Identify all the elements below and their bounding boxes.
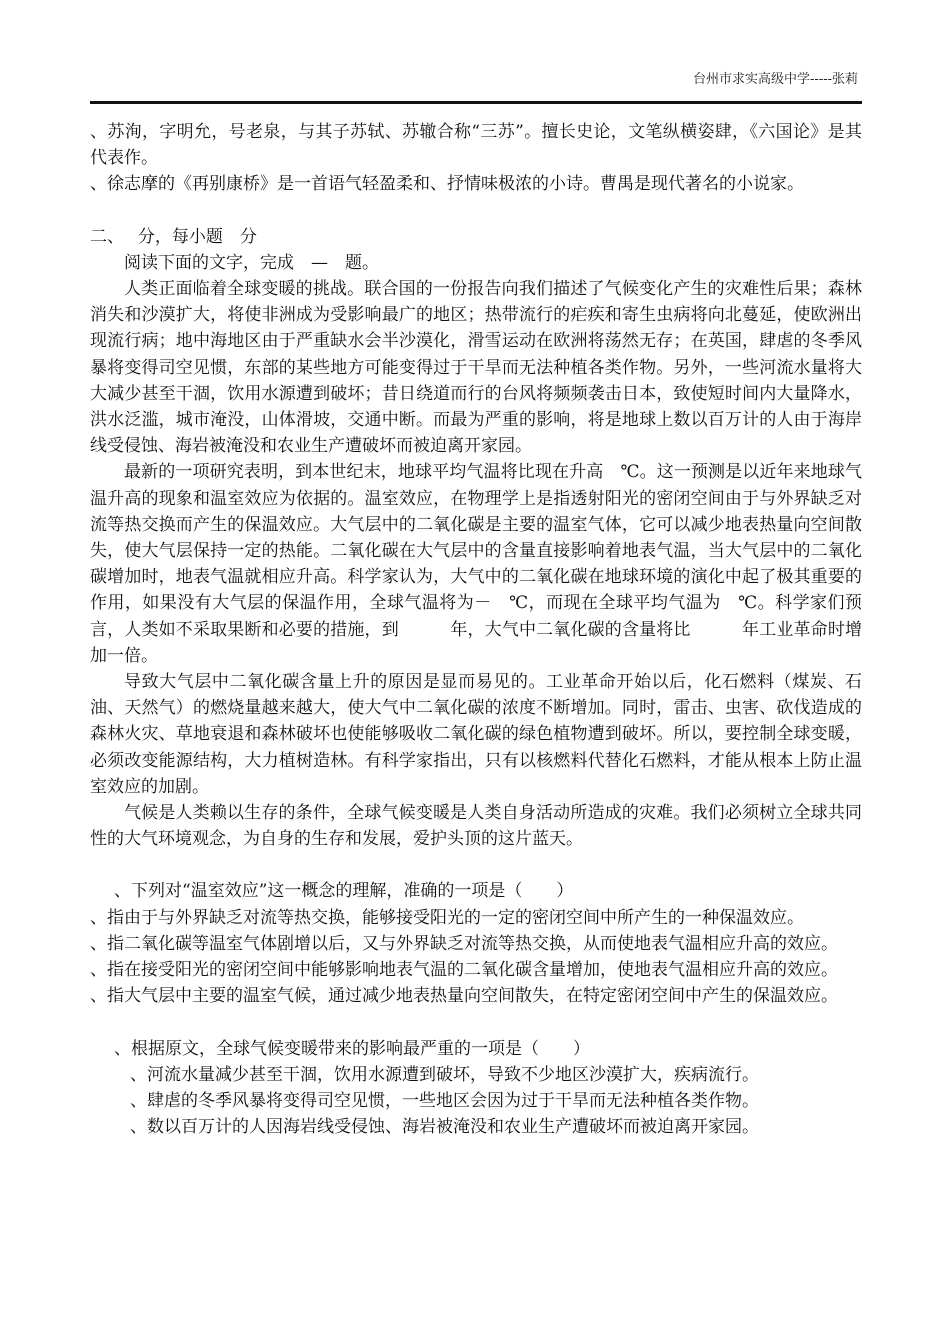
question-1-option-b: 、指二氧化碳等温室气体剧增以后，又与外界缺乏对流等热交换，从而使地表气温相应升高的效应。 [90, 933, 838, 954]
question-2-option-b: 、肆虐的冬季风暴将变得司空见惯，一些地区会因为过于干旱而无法种植各类作物。 [130, 1090, 759, 1111]
document-body [90, 119, 862, 1140]
spacer [90, 852, 862, 878]
intro-item-2: 、徐志摩的《再别康桥》是一首语气轻盈柔和、抒情味极浓的小诗。曹禺是现代著名的小说家。 [90, 174, 804, 195]
question-2-stem: 、根据原文，全球气候变暖带来的影响最严重的一项是（ ） [114, 1038, 590, 1059]
spacer [90, 198, 862, 224]
passage-paragraph-2: 最新的一项研究表明，到本世纪末，地球平均气温将比现在升高 ℃。这一预测是以近年来地球气温升高的现象和温室效应为依据的。温室效应，在物理学上是指透射阳光的密闭空间由于与外界缺乏对流等热交换而产生的保温效应。大气层中的二氧化碳是主要的温室气体，它可以减少地表热量向空间散失，使大气层保持一定的热能。二氧化碳在大气层中的含量直接影响着地表气温，当大气层中的二氧化碳增加时，地表气温就相应升高。科学家认为，大气中的二氧化碳在地球环境的演化中起了极其重要的作用，如果没有大气层的保温作用，全球气温将为－ ℃，而现在全球平均气温为 ℃。科学家们预言，人类如不采取果断和必要的措施，到 年，大气中二氧化碳的含量将比 年工业革命时增加一倍。 [90, 462, 862, 666]
question-1-stem: 、下列对“温室效应”这一概念的理解，准确的一项是（ ） [114, 881, 574, 902]
question-2-option-c: 、数以百万计的人因海岩线受侵蚀、海岩被淹没和农业生产遭破坏而被迫离开家园。 [130, 1117, 759, 1138]
passage-paragraph-1: 人类正面临着全球变暖的挑战。联合国的一份报告向我们描述了气候变化产生的灾难性后果；森林消失和沙漠扩大，将使非洲成为受影响最广的地区；热带流行的疟疾和寄生虫病将向北蔓延，使欧洲出现流行病；地中海地区由于严重缺水会半沙漠化，滑雪运动在欧洲将荡然无存；在英国，肆虐的冬季风暴将变得司空见惯，东部的某些地方可能变得过于干旱而无法种植各类作物。另外，一些河流水量将大大减少甚至干涸，饮用水源遭到破坏；昔日绕道而行的台风将频频袭击日本，致使短时间内大量降水，洪水泛滥，城市淹没，山体滑坡，交通中断。而最为严重的影响，将是地球上数以百万计的人由于海岸线受侵蚀、海岩被淹没和农业生产遭破坏而被迫离开家园。 [90, 279, 862, 457]
spacer [90, 1010, 862, 1036]
question-1-option-c: 、指在接受阳光的密闭空间中能够影响地表气温的二氧化碳含量增加，使地表气温相应升高的效应。 [90, 960, 838, 981]
page-header: 台州市求实高级中学-----张莉 [693, 72, 858, 87]
header-rule [90, 101, 862, 104]
passage-paragraph-3: 导致大气层中二氧化碳含量上升的原因是显而易见的。工业革命开始以后，化石燃料（煤炭、石油、天然气）的燃烧量越来越大，使大气中二氧化碳的浓度不断增加。同时，雷击、虫害、砍伐造成的森林火灾、草地衰退和森林破坏也使能够吸收二氧化碳的绿色植物遭到破坏。所以，要控制全球变暖，必须改变能源结构，大力植树造林。有科学家指出，只有以核燃料代替化石燃料，才能从根本上防止温室效应的加剧。 [90, 672, 862, 797]
question-1-option-d: 、指大气层中主要的温室气候，通过减少地表热量向空间散失，在特定密闭空间中产生的保温效应。 [90, 986, 838, 1007]
question-1-option-a: 、指由于与外界缺乏对流等热交换，能够接受阳光的一定的密闭空间中所产生的一种保温效应。 [90, 907, 804, 928]
section-instruction: 阅读下面的文字，完成 — 题。 [124, 252, 379, 273]
question-2-option-a: 、河流水量减少甚至干涸，饮用水源遭到破坏，导致不少地区沙漠扩大，疾病流行。 [130, 1064, 759, 1085]
passage-paragraph-4: 气候是人类赖以生存的条件，全球气候变暖是人类自身活动所造成的灾难。我们必须树立全球共同性的大气环境观念，为自身的生存和发展，爱护头顶的这片蓝天。 [90, 803, 862, 850]
intro-item-1: 、苏洵，字明允，号老泉，与其子苏轼、苏辙合称“三苏”。擅长史论，文笔纵横姿肆，《六国论》是其代表作。 [90, 122, 862, 169]
section-heading: 二、 分，每小题 分 [90, 226, 257, 247]
